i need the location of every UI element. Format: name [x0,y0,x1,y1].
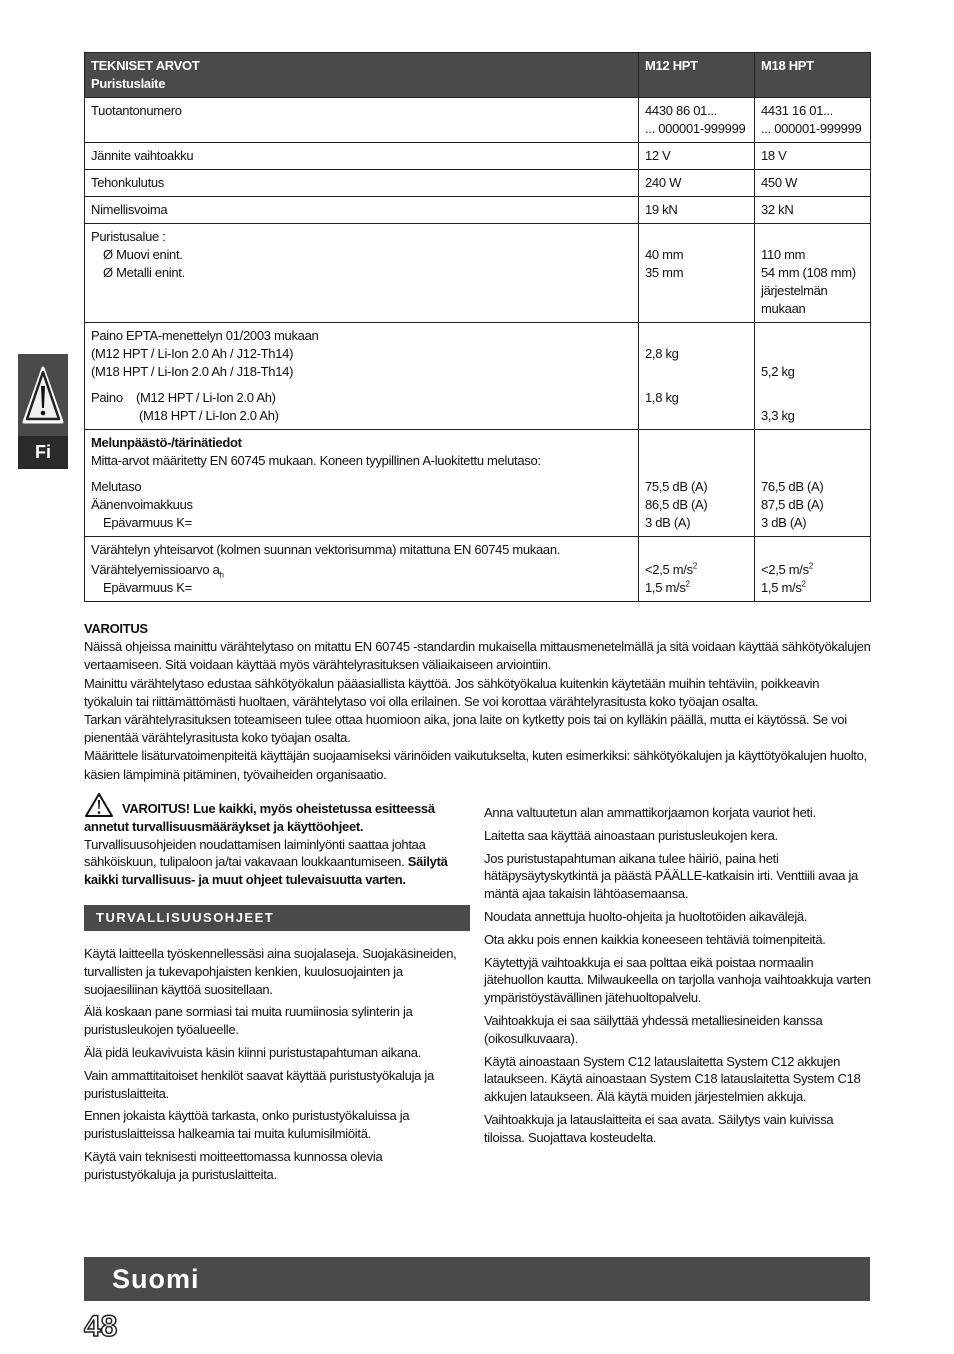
row-label-vibration: Värähtelyn yhteisarvot (kolmen suunnan vektorisumma) mitattuna EN 60745 mukaan. Värähtelyemissioarvo $a_h$ Epävarmuus K= [85,537,639,602]
paragraph: Mainittu värähtelytaso edustaa sähkötyökalun pääasiallista käyttöä. Jos sähkötyökalua kuitenkin käytetään muihin tehtäviin, poikkeavin työkaluin tai riittämättömästi huoltaen, värähtelytaso voi olla erilainen. Se voi korottaa värähtelyrasitusta koko työajan osalta. [84,675,820,709]
safety-warning-block: VAROITUS! Lue kaikki, myös oheistetussa esitteessä annetut turvallisuusmääräykset ja käyttöohjeet. Turvallisuusohjeiden noudattamisen laiminlyönti saattaa johtaa sähköiskuun, tulipaloon ja/tai vakavaan loukkaantumiseen. Säilytä kaikki turvallisuus- ja muut ohjeet tulevaisuutta varten. [84,800,470,889]
row-label-product: Tuotantonumero [85,98,639,143]
row-label-force: Nimellisvoima [85,197,639,224]
page-number: 48 [84,1310,118,1343]
paragraph: Noudata annettuja huolto-ohjeita ja huoltotöiden aikavälejä. [484,908,808,924]
cell-m12-vibration: <2,5 $m/s^2$ 1,5 $m/s^2$ [639,537,755,602]
row-label-power: Tehonkulutus [85,170,639,197]
paragraph: Vain ammattitaitoiset henkilöt saavat käyttää puristustyökaluja ja puristuslaitteita. [84,1067,434,1101]
cell-m12-range: 40 mm 35 mm [639,224,755,323]
left-column [84,800,470,1189]
table-row [85,143,871,170]
row-label-range: Puristusalue : Ø Muovi enint. Ø Metalli enint. [85,224,639,323]
table-row [85,170,871,197]
language-side-tab [18,354,68,469]
cell-m18-force: 32 kN [755,197,871,224]
cell-m12-product: 4430 86 01... ... 000001-999999 [639,98,755,143]
cell-m12-power: 240 W [639,170,755,197]
warning-icon [84,792,114,823]
paragraph: Ennen jokaista käyttöä tarkasta, onko puristustyökaluissa ja puristuslaitteissa halkeamia tai muita kulumisilmiöitä. [84,1108,410,1142]
table-row [85,537,871,602]
cell-m18-voltage: 18 V [755,143,871,170]
table-header-m18: M18 HPT [755,53,871,98]
table-row [85,98,871,143]
cell-m18-vibration: <2,5 $m/s^2$ 1,5 $m/s^2$ [755,537,871,602]
table-header-m12: M12 HPT [639,53,755,98]
table-row [85,323,871,430]
paragraph: Vaihtoakkuja ei saa säilyttää yhdessä metalliesineiden kanssa (oikosulkuvaara). [484,1012,823,1046]
paragraph: Anna valtuutetun alan ammattikorjaamon korjata vauriot heti. [484,805,816,820]
paragraph: Käytä ainoastaan System C12 latauslaitetta System C12 akkujen lataukseen. Käytä ainoastaan System C18 latauslaitetta System C18 akkujen lataukseen. Älä käytä muiden järjestelmien akkuja. [484,1053,861,1105]
cell-m12-noise: 75,5 dB (A) 86,5 dB (A) 3 dB (A) [639,430,755,537]
paragraph: Käytä laitteella työskennellessäsi aina suojalaseja. Suojakäsineiden, turvallisten ja tukevapohjaisten kenkien, kuulosuojainten ja suojaesiliinan käyttöä suositellaan. [84,945,457,997]
paragraph: Vaihtoakkuja ja latauslaitteita ei saa avata. Säilytys vain kuivissa tiloissa. Suojattava kosteudelta. [484,1111,834,1145]
table-row [85,430,871,537]
table-header-row [85,53,871,98]
section-header-safety: TURVALLISUUSOHJEET [84,905,470,931]
cell-m12-weight: 2,8 kg 1,8 kg [639,323,755,430]
cell-m18-power: 450 W [755,170,871,197]
table-header-title: TEKNISET ARVOT Puristuslaite [85,53,639,98]
cell-m12-force: 19 kN [639,197,755,224]
warning-triangle-icon [18,354,68,436]
cell-m12-voltage: 12 V [639,143,755,170]
vibration-warning-title: VAROITUS [84,621,148,636]
table-row [85,197,871,224]
row-label-weight: Paino EPTA-menettelyn 01/2003 mukaan (M12 HPT / Li-Ion 2.0 Ah / J12-Th14) (M18 HPT / Li-Ion 2.0 Ah / J18-Th14) Paino (M12 HPT / Li-Ion 2.0 Ah) (M18 HPT / Li-Ion 2.0 Ah) [85,323,639,430]
paragraph: Näissä ohjeissa mainittu värähtelytaso on mitattu EN 60745 -standardin mukaisella mittausmenetelmällä ja sitä voidaan käyttää sähkötyökalujen vertaamiseen. Sitä voidaan käyttää myös värähtelyrasituksen väliaikaiseen arviointiin. [84,639,871,673]
cell-m18-weight: 5,2 kg 3,3 kg [755,323,871,430]
paragraph: Määrittele lisäturvatoimenpiteitä käyttäjän suojaamiseksi värinöiden vaikutukselta, kuten esimerkiksi: sähkötyökalujen ja käyttötyökalujen huolto, käsien lämpiminä pitäminen, työvaiheiden organisaatio. [84,748,867,782]
cell-m18-product: 4431 16 01... ... 000001-999999 [755,98,871,143]
right-column [484,804,871,1152]
language-title: Suomi [112,1264,200,1294]
paragraph: Käytä vain teknisesti moitteettomassa kunnossa olevia puristustyökaluja ja puristuslaitteita. [84,1148,383,1182]
row-label-noise: Melunpäästö-/tärinätiedot Mitta-arvot määritetty EN 60745 mukaan. Koneen tyypillinen A-luokitettu melutaso: Melutaso Äänenvoimakkuus Epävarmuus K= [85,430,639,537]
paragraph: Älä pidä leukavivuista käsin kiinni puristustapahtuman aikana. [84,1044,421,1060]
cell-m18-noise: 76,5 dB (A) 87,5 dB (A) 3 dB (A) [755,430,871,537]
paragraph: Ota akku pois ennen kaikkia koneeseen tehtäviä toimenpiteitä. [484,931,826,947]
paragraph: Laitetta saa käyttää ainoastaan puristusleukojen kera. [484,827,778,843]
language-code: Fi [18,436,68,469]
paragraph: Älä koskaan pane sormiasi tai muita ruumiinosia sylinterin ja puristusleukojen työalueelle. [84,1004,413,1038]
paragraph: Tarkan värähtelyrasituksen toteamiseen tulee ottaa huomioon aika, jona laite on kytketty pois tai on kylläkin päällä, mutta ei käytössä. Se voi pienentää värähtelyrasitusta koko työajan osalta. [84,712,847,746]
language-footer-bar [84,1257,870,1301]
cell-m18-range: 110 mm 54 mm (108 mm) järjestelmän mukaan [755,224,871,323]
paragraph: Jos puristustapahtuman aikana tulee häiriö, paina heti hätäpysäytyskytkintä ja päästä PÄÄLLE-katkaisin irti. Venttiili avaa ja mäntä ajaa takaisin lähtöasemaansa. [484,850,858,902]
paragraph: Käytettyjä vaihtoakkuja ei saa polttaa eikä poistaa normaalin jätehuollon kautta. Milwaukeella on tarjolla vanhoja vaihtoakkuja varten ympäristöystävällinen jätehuoltopalvelu. [484,954,871,1006]
row-label-voltage: Jännite vaihtoakku [85,143,639,170]
table-row [85,224,871,323]
technical-data-table [84,52,871,602]
vibration-warning [84,620,871,784]
